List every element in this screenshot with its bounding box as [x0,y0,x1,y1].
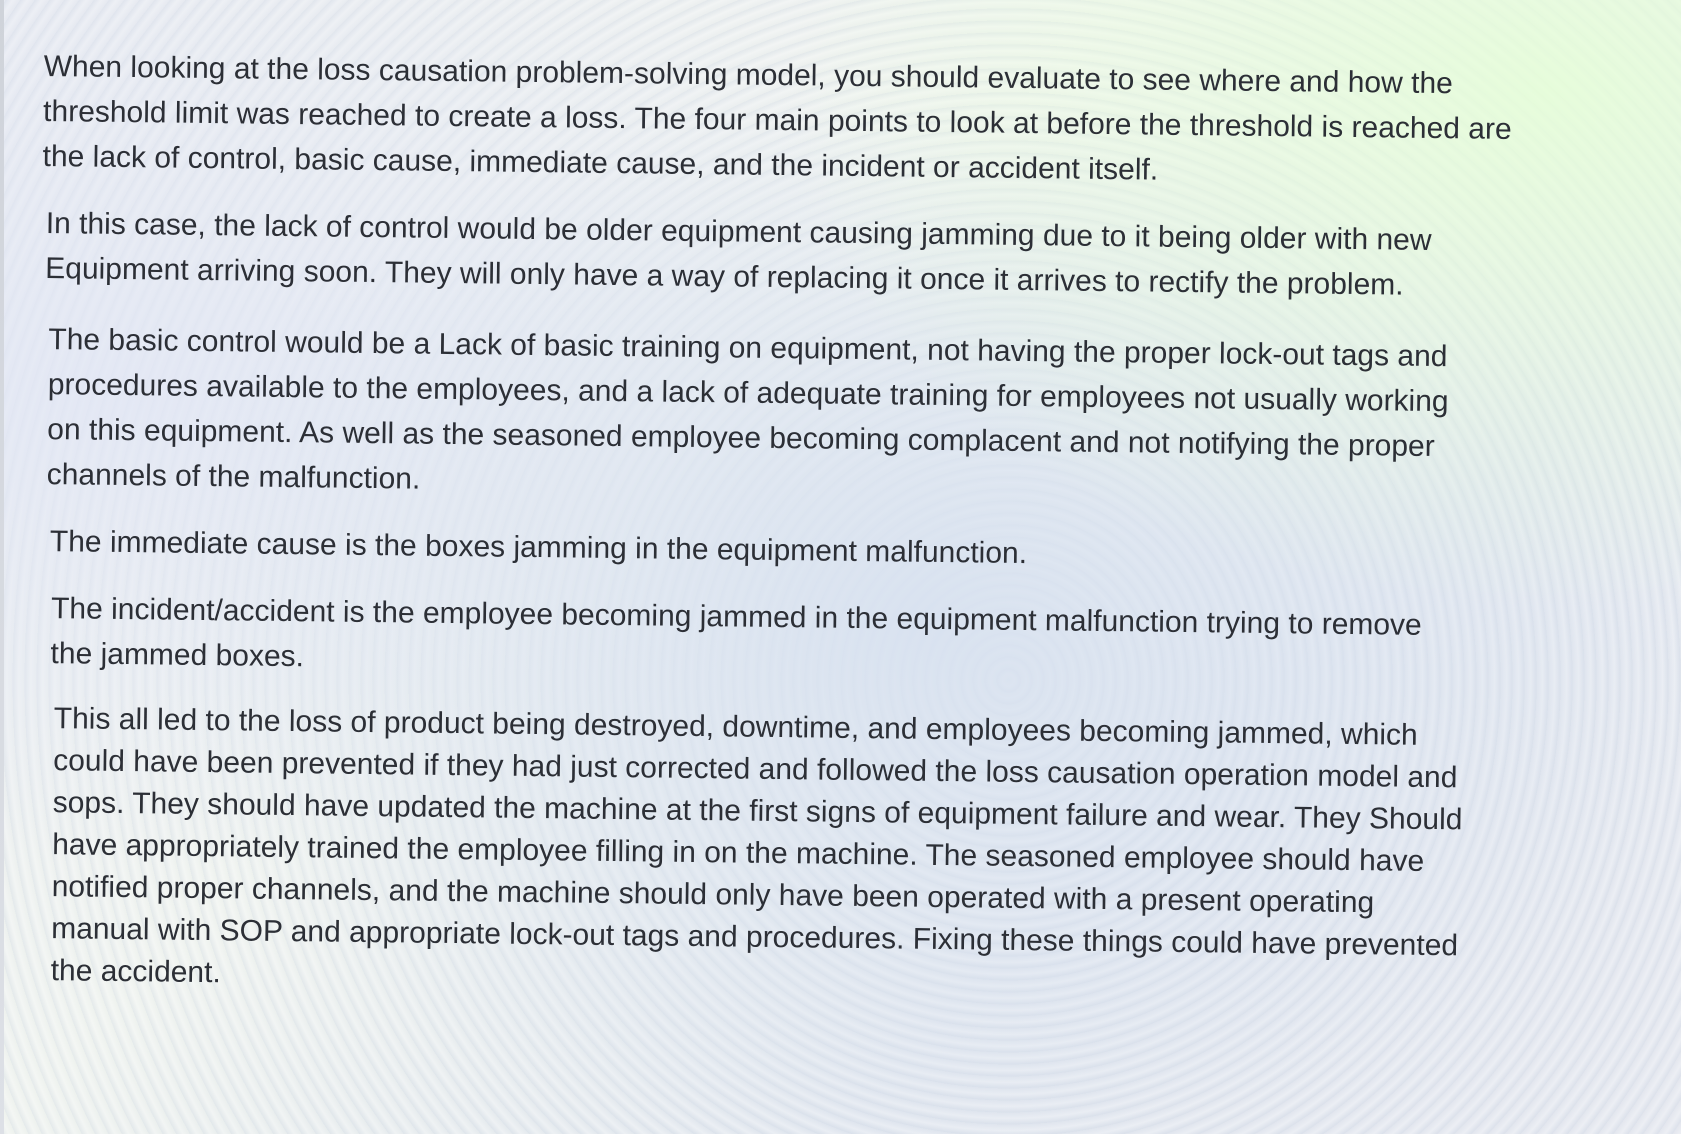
paragraph-lack-of-control: In this case, the lack of control would be older equipment causing jamming due to it being older with new Equipment arriving soon. They will only have a way of replacing it once it arrives to rectify the problem. [45,207,1432,302]
monitor-bezel-edge [0,0,4,1134]
paragraph-conclusion: This all led to the loss of product being destroyed, downtime, and employees becoming jammed, which could have been prevented if they had just corrected and followed the loss causation operation model and sops. They should have updated the machine at the first signs of equipment failure and wear. They Should have appropriately trained the employee filling in on the machine. The seasoned employee should have notified proper channels, and the machine should only have been operated with a present operating manual with SOP and appropriate lock-out tags and procedures. Fixing these things could have prevented the accident. [50,702,1463,990]
paragraph-incident: The incident/accident is the employee becoming jammed in the equipment malfunction trying to remove the jammed boxes. [50,592,1422,674]
paragraph-basic-control: The basic control would be a Lack of basic training on equipment, not having the proper lock-out tags and procedures available to the employees, and a lack of adequate training for employees not usually working on this equipment. As well as the seasoned employee becoming complacent and not notifying the proper channels of the malfunction. [46,323,1449,496]
paragraph-overview: When looking at the loss causation problem-solving model, you should evaluate to see where and how the threshold limit was reached to create a loss. The four main points to look at before the threshold is reached are the lack of control, basic cause, immediate cause, and the incident or accident itself. [42,49,1512,187]
paragraph-immediate-cause: The immediate cause is the boxes jamming in the equipment malfunction. [49,525,1028,571]
document-body [32,44,1584,1033]
